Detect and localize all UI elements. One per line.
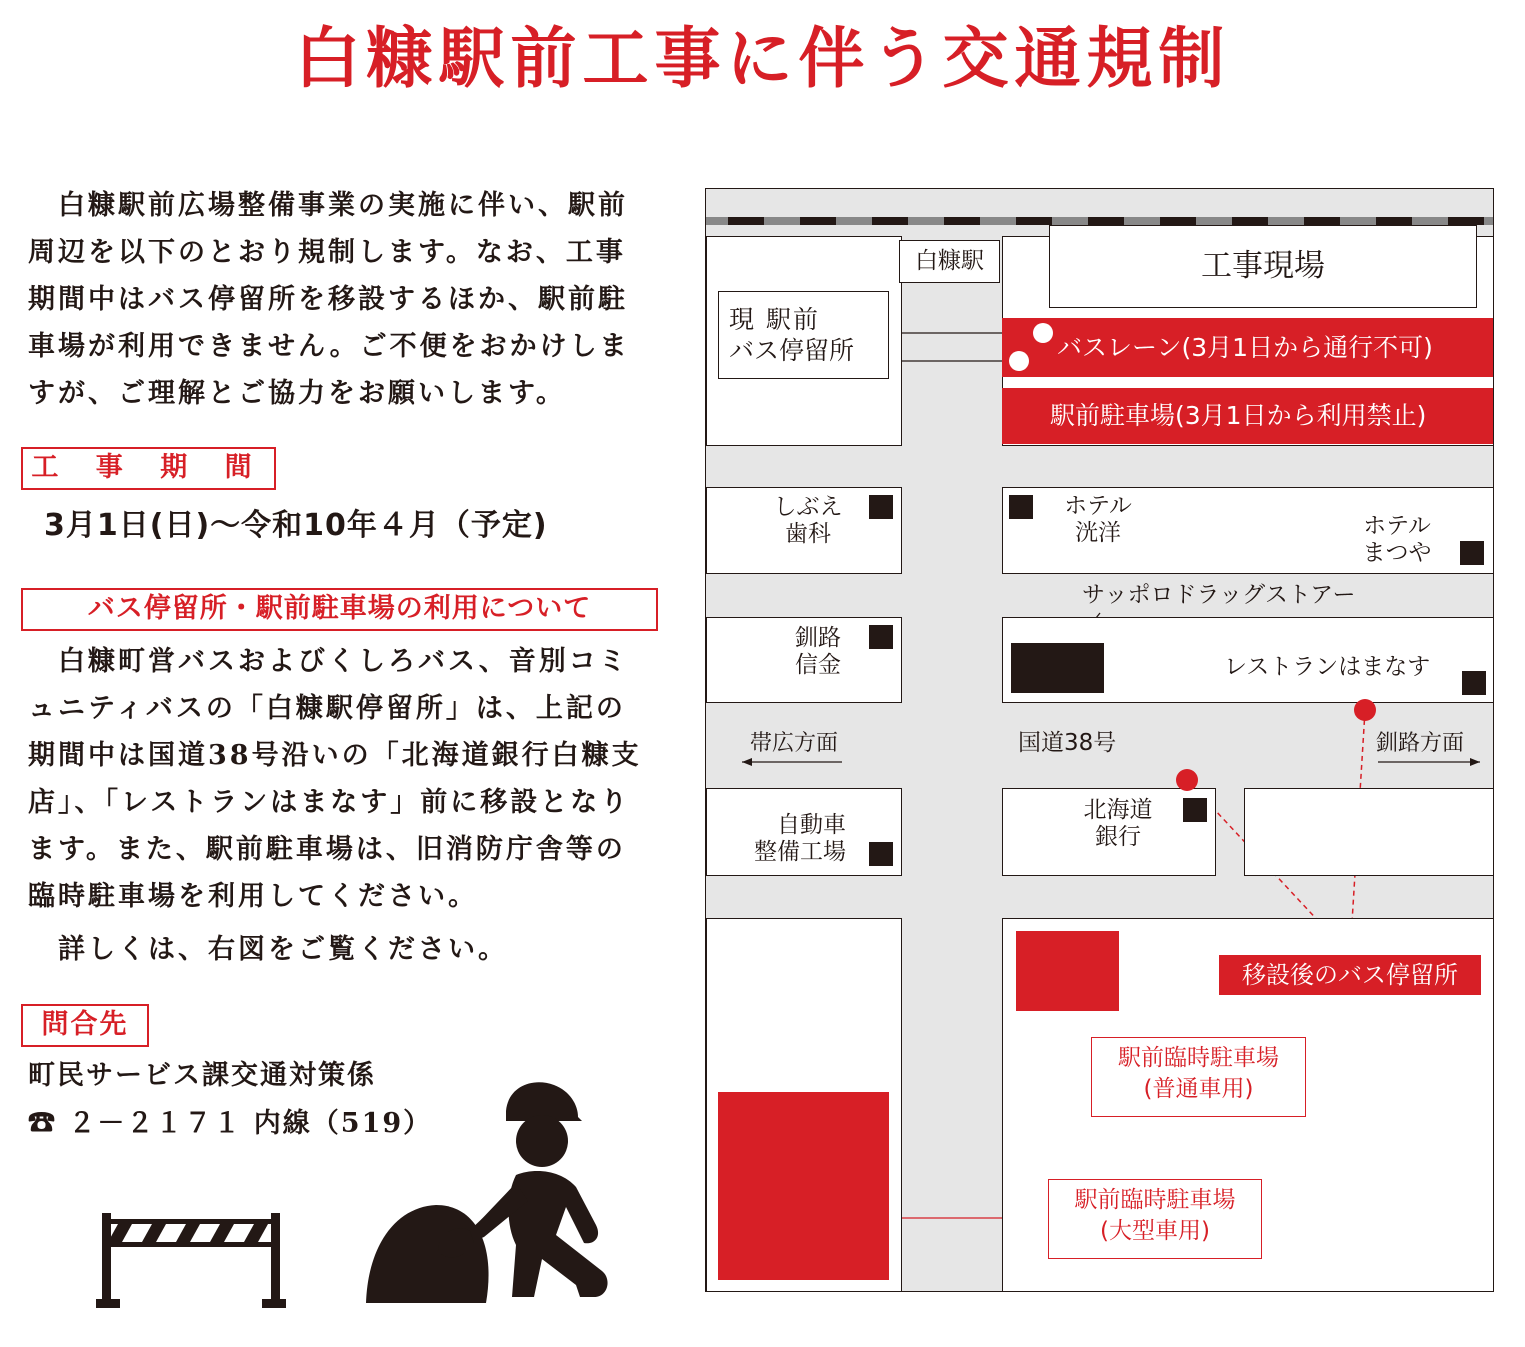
bus-lane-band — [1002, 318, 1494, 377]
hokkaido-bank-line1: 北海道 — [1083, 797, 1153, 823]
barricade-icon — [96, 1213, 286, 1308]
hotel-kouyou-line2: 洸洋 — [1075, 520, 1121, 546]
route38-label: 国道38号 — [1018, 730, 1117, 756]
hokkaido-bank-label — [1076, 797, 1160, 851]
shibue-marker — [869, 495, 893, 519]
hokkaido-bank-line2: 銀行 — [1095, 824, 1141, 850]
shinkin-label — [790, 625, 846, 679]
car-repair-line2: 整備工場 — [754, 839, 846, 865]
new-bus-stop-marker-east — [1354, 699, 1376, 721]
restaurant-marker — [1462, 671, 1486, 695]
shibue-line2: 歯科 — [785, 521, 831, 547]
hotel-matsuya-marker — [1460, 541, 1484, 565]
shibue-line1: しぶえ — [773, 494, 843, 520]
contact-heading: 問合先 — [21, 1004, 149, 1047]
intro-paragraph: 白糠駅前広場整備事業の実施に伴い、駅前周辺を以下のとおり規制します。なお、工事期間中はバス停留所を移設するほか、駅前駐車場が利用できません。ご不便をおかけしますが、ご理解とご協力をお願いします。 — [28, 190, 630, 409]
shibue-label — [772, 494, 844, 548]
current-stop-marker-2 — [1009, 351, 1029, 371]
temp-parking-large-box — [1048, 1179, 1262, 1259]
temp-parking-regular-area — [1016, 931, 1119, 1011]
construction-site-label: 工事現場 — [1201, 248, 1325, 284]
new-bus-stop-label: 移設後のバス停留所 — [1242, 961, 1458, 989]
obihiro-direction-label: 帯広方面 — [750, 731, 839, 756]
usage-paragraph: 白糠町営バスおよびくしろバス、音別コミュニティバスの「白糠駅停留所」は、上記の期間中は国道38号沿いの「北海道銀行白糠支店」、「レストランはまなす」前に移設となります。また、駅前駐車場は、旧消防庁舎等の臨時駐車場を利用してください。 — [28, 646, 642, 912]
temp-parking-regular-box — [1091, 1037, 1306, 1117]
period-heading: 工 事 期 間 — [21, 447, 276, 490]
contact-department: 町民サービス課交通対策係 — [28, 1060, 376, 1091]
temp-parking-large-line2: (大型車用) — [1100, 1218, 1210, 1244]
hotel-kouyou-label — [1058, 493, 1138, 547]
station-label: 白糠駅 — [915, 248, 984, 274]
construction-worker-icon — [366, 1075, 626, 1303]
area-map — [705, 188, 1494, 1292]
hotel-kouyou-marker — [1009, 495, 1033, 519]
hokkaido-bank-marker — [1183, 798, 1207, 822]
new-bus-stop-marker-west — [1176, 769, 1198, 791]
construction-site-box — [1049, 225, 1477, 308]
station-parking-band — [1002, 388, 1494, 444]
usage-heading: バス停留所・駅前駐車場の利用について — [21, 588, 658, 631]
temp-parking-regular-line1: 駅前臨時駐車場 — [1118, 1045, 1279, 1071]
drugstore-marker — [1011, 643, 1104, 693]
page-title: 白糠駅前工事に伴う交通規制 — [294, 20, 1231, 97]
station-label-box — [899, 240, 1000, 283]
car-repair-line1: 自動車 — [777, 812, 846, 838]
temp-parking-regular-line2: (普通車用) — [1143, 1076, 1254, 1102]
period-text: 3月1日(日)〜令和10年４月（予定) — [44, 508, 548, 543]
current-stop-line2: バス停留所 — [729, 336, 855, 365]
hotel-matsuya-label — [1356, 513, 1438, 567]
hotel-kouyou-line1: ホテル — [1064, 493, 1132, 519]
car-repair-marker — [869, 842, 893, 866]
shinkin-marker — [869, 625, 893, 649]
current-stop-line1: 現 駅前 — [729, 305, 820, 334]
temp-parking-large-area — [718, 1092, 889, 1280]
contact-phone: ☎ ２－２１７１ 内線（519） — [28, 1108, 433, 1139]
hotel-matsuya-line2: まつや — [1362, 540, 1432, 566]
drugstore-label: サッポロドラッグストアー — [1082, 582, 1356, 608]
shinkin-line2: 信金 — [795, 652, 841, 678]
current-stop-marker-1 — [1033, 323, 1053, 343]
hotel-matsuya-line1: ホテル — [1363, 513, 1431, 539]
kushiro-direction-label: 釧路方面 — [1376, 731, 1465, 756]
station-parking-label: 駅前駐車場(3月1日から利用禁止) — [1050, 401, 1427, 430]
usage-note: 詳しくは、右図をご覧ください。 — [58, 934, 508, 965]
car-repair-label — [734, 812, 846, 866]
restaurant-label: レストランはまなす — [1224, 654, 1431, 680]
shinkin-line1: 釧路 — [795, 625, 841, 651]
block-east — [1244, 788, 1494, 876]
current-stop-box — [718, 291, 889, 379]
bus-lane-label: バスレーン(3月1日から通行不可) — [1057, 333, 1433, 362]
temp-parking-large-line1: 駅前臨時駐車場 — [1074, 1187, 1236, 1213]
new-bus-stop-box — [1219, 955, 1481, 995]
